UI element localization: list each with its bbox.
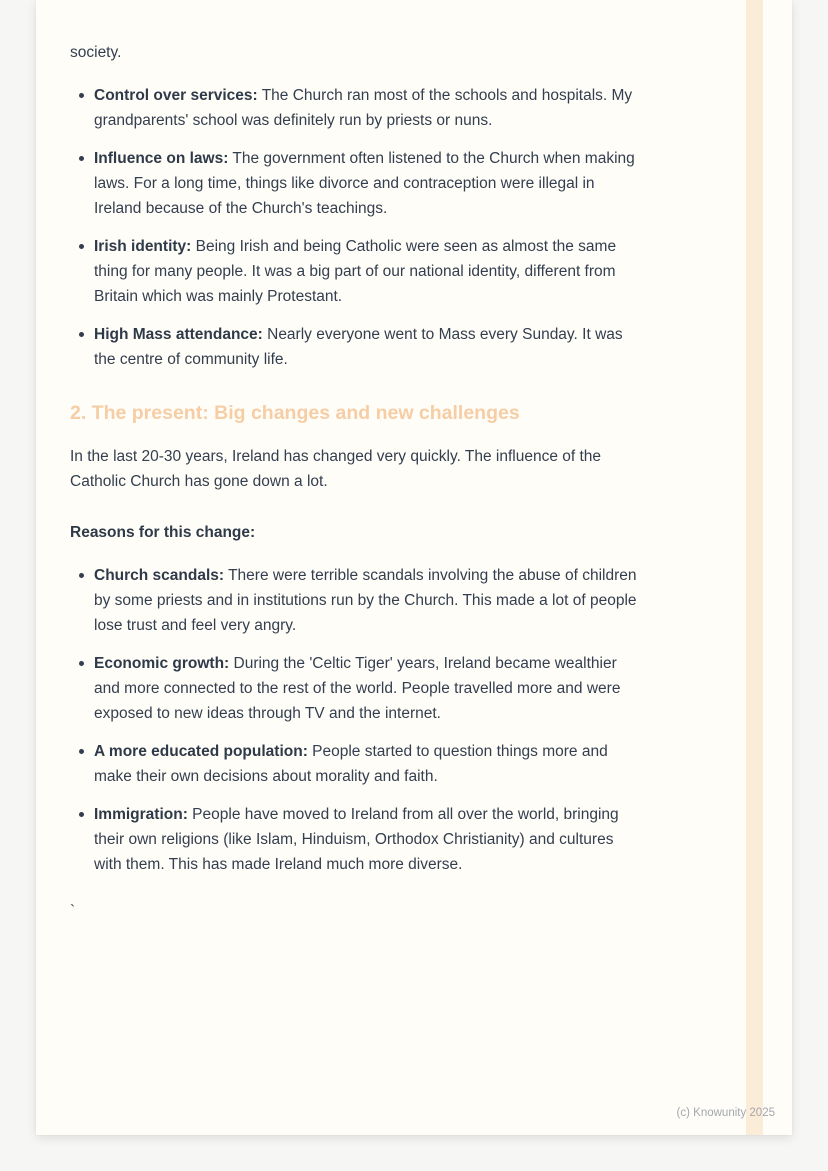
list-item: [70, 739, 642, 789]
bullet-text: The government often listened to the Church when making laws. For a long time, things like divorce and contraception were illegal in Ireland because of the Church's teachings.: [94, 150, 635, 217]
decorative-stripe: [746, 0, 763, 1135]
bullet-text: There were terrible scandals involving the abuse of children by some priests and in institutions run by the Church. This made a lot of people lose trust and feel very angry.: [94, 567, 637, 634]
bullet-label: Economic growth:: [94, 655, 230, 672]
bullet-text: Nearly everyone went to Mass every Sunday. It was the centre of community life.: [94, 326, 623, 368]
bullet-label: Influence on laws:: [94, 150, 229, 167]
paragraph-fragment: society.: [70, 44, 122, 61]
list-item: [70, 234, 642, 309]
bullet-label: Irish identity:: [94, 238, 192, 255]
bullet-label: Control over services:: [94, 87, 258, 104]
bullet-text: The Church ran most of the schools and hospitals. My grandparents' school was definitely run by priests or nuns.: [94, 87, 633, 129]
bullet-label: A more educated population:: [94, 743, 308, 760]
bullet-list-reasons: [70, 563, 642, 877]
intro-paragraph: In the last 20-30 years, Ireland has changed very quickly. The influence of the Catholic Church has gone down a lot.: [70, 448, 602, 490]
bullet-text: People started to question things more and make their own decisions about morality and faith.: [94, 743, 608, 785]
list-item: [70, 83, 642, 133]
reasons-label: Reasons for this change:: [70, 524, 256, 541]
list-item: [70, 146, 642, 221]
list-item: [70, 651, 642, 726]
section-heading: 2. The present: Big changes and new challenges: [70, 402, 520, 424]
copyright-footer: (c) Knowunity 2025: [676, 1107, 775, 1119]
stray-backtick: `: [70, 903, 76, 920]
document-content: [70, 40, 642, 924]
bullet-label: Church scandals:: [94, 567, 225, 584]
list-item: [70, 322, 642, 372]
bullet-label: High Mass attendance:: [94, 326, 263, 343]
document-page: [36, 0, 792, 1135]
bullet-list-past: [70, 83, 642, 372]
bullet-text: People have moved to Ireland from all over the world, bringing their own religions (like Islam, Hinduism, Orthodox Christianity) and cultures with them. This has made Ireland much more diverse.: [94, 806, 619, 873]
list-item: [70, 802, 642, 877]
list-item: [70, 563, 642, 638]
bullet-label: Immigration:: [94, 806, 188, 823]
bullet-text: Being Irish and being Catholic were seen as almost the same thing for many people. It was a big part of our national identity, different from Britain which was mainly Protestant.: [94, 238, 617, 305]
bullet-text: During the 'Celtic Tiger' years, Ireland became wealthier and more connected to the rest of the world. People travelled more and were exposed to new ideas through TV and the internet.: [94, 655, 621, 722]
